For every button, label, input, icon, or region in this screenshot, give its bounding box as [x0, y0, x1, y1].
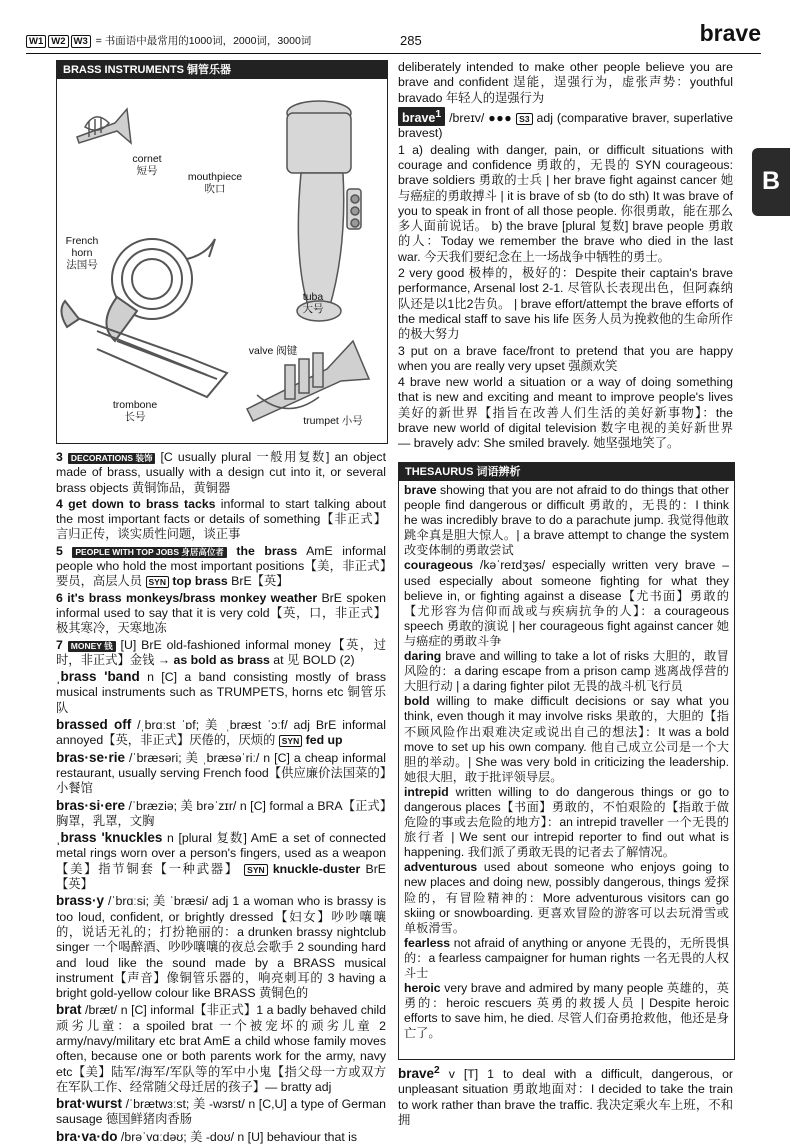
label-mouthpiece-en: mouthpiece [187, 171, 243, 183]
label-valve-cn: 阀键 [276, 345, 298, 357]
thesaurus-text: showing that you are not afraid to do things that other people find dangerous or difficult 勇敢的，无畏的：I think he was incredibly brave to do a parachute jump. 我觉得他敢跳伞真是胆大惊人。| a brave attempt to change the system 改变体制的勇敢尝试 [404, 483, 729, 558]
entry-text: /ˈbræziə; 美 brəˈzɪr/ n [C] formal a BRA【正式】胸罩，乳罩，文胸 [56, 798, 386, 828]
thesaurus-word: daring [404, 649, 442, 664]
label-trumpet-cn: 小号 [341, 415, 363, 427]
brave-sense-1: 1 a) dealing with danger, pain, or difficult situations with courage and confidence 勇敢的，无畏的 SYN courageous: brave soldiers 勇敢的士兵 | her brave fight against cancer 她与癌症的勇敢搏斗 | it is brave of sb (to do sth) It was brave of you to speak in front of all those people. 你很勇敢，能在那么多人面前说话。 b) the brave [plural 复数] brave people 勇敢的人：Today we remember the brave who died in the last war. 今天我们要纪念在上一场战争中牺牲的勇士。 [398, 142, 733, 264]
thesaurus-word: adventurous [404, 860, 478, 875]
part-of-speech: adj (comparative braver, superlative bravest) [398, 111, 733, 141]
label-french-horn-cn: 法国号 [66, 259, 98, 271]
thesaurus-word: brave [404, 483, 437, 497]
thesaurus-title: THESAURUS 词语辨析 [399, 463, 734, 481]
thesaurus-text: very brave and admired by many people 英雄的，英勇的：heroic rescuers 英勇的救援人员 | Despite heroic efforts to save him, he died. 尽管人们奋勇抢救他，他还是身亡了。 [404, 981, 729, 1041]
brave-sense-2: 2 very good 极棒的，极好的：Despite their captain's brave performance, Arsenal lost 2-1. 尽管队长表现出色，但阿森纳队还是以1比2告负。 | brave effort/attempt the brave efforts of the medical staff to save his life 医务人员为挽救他的生命所作的极大努力 [398, 266, 733, 342]
homograph-number: 1 [435, 108, 442, 120]
label-trombone [103, 399, 167, 423]
entry-brasserie [56, 750, 386, 797]
label-trombone-cn: 长号 [124, 411, 146, 423]
w1-box: W1 [26, 35, 46, 48]
phrase: get down to brass tacks [68, 496, 216, 511]
entry-text: /bræt/ n [C] informal【非正式】1 a badly behaved child 顽劣儿童：a spoiled brat 一个被宠坏的顽劣儿童 2 army/navy/military etc brat AmE a child whose family moves often, because one or both parents work for the army, navy etc【美】陆军/海军/军队等的军中小鬼【指父母一方或双方在军队工作、经常随父母迁居的孩子】— bratty adj [56, 1003, 386, 1094]
syn-badge: SYN [279, 735, 302, 747]
sense-number: 4 [56, 496, 63, 511]
letter-thumb-tab: B [752, 148, 790, 216]
headword: ˌbrass 'band [56, 669, 140, 685]
thesaurus-fearless [404, 936, 729, 981]
thesaurus-bold [404, 694, 729, 785]
sense-brass-5 [56, 544, 386, 590]
phrase: the brass [226, 543, 298, 558]
thesaurus-text: not afraid of anything or anyone 无畏的，无所畏惧的：a fearless campaigner for human rights 一名无畏的人权斗士 [404, 935, 729, 980]
thesaurus-word: bold [404, 694, 430, 709]
left-column [56, 450, 386, 1146]
label-cornet-en: cornet [132, 153, 162, 165]
thesaurus-word: courageous [404, 558, 474, 573]
entry-bravado [56, 1129, 386, 1145]
headword: bra·va·do [56, 1128, 118, 1144]
thesaurus-body [399, 481, 734, 1041]
trombone-icon [61, 301, 227, 397]
synonym: fed up [302, 733, 343, 748]
entry-brass-band [56, 669, 386, 716]
instruments-drawing [57, 79, 387, 441]
frequency-key-text: = 书面语中最常用的1000词，2000词，3000词 [95, 35, 312, 47]
label-mouthpiece [175, 171, 255, 195]
thesaurus-text: /kəˈreɪdʒəs/ especially written very brave – used especially about someone fighting for what they believe in, or fighting against a disease【尤书面】勇敢的【尤形容为信仰而战或与疾病抗争的人】：a courageous speech 勇敢的演说 | her courageous fight against cancer 她与癌症的勇敢斗争 [404, 558, 729, 648]
label-french-horn [59, 235, 105, 271]
thesaurus-daring [404, 649, 729, 694]
label-cornet-cn: 短号 [136, 165, 158, 177]
entry-text: /ˈbrætwɜːst; 美 -wɜrst/ n [C,U] a type of German sausage 德国鲜猪肉香肠 [56, 1097, 386, 1127]
thesaurus-courageous [404, 558, 729, 649]
entry-text-tail: BrE【英】 [56, 861, 387, 892]
sense-label: DECORATIONS 装饰 [68, 453, 156, 464]
frequency-key [26, 34, 311, 49]
thesaurus-word: intrepid [404, 784, 449, 799]
sense-text: informal to start talking about the most important facts or details of something【非正式】言归正传，谈实质性问题，谈正事 [56, 496, 386, 542]
sense-label: MONEY 钱 [68, 641, 116, 652]
label-tuba-en: tuba [302, 291, 324, 303]
french-horn-icon [106, 239, 215, 341]
phrase: it's brass monkeys/brass monkey weather [67, 590, 318, 605]
right-column [398, 60, 733, 453]
label-valve-en: valve [248, 345, 274, 357]
label-valve [239, 345, 307, 357]
w2-box: W2 [48, 35, 68, 48]
page-header [26, 20, 761, 52]
thesaurus-intrepid [404, 785, 729, 860]
spoken-frequency-badge: S3 [516, 113, 532, 125]
w3-box: W3 [71, 35, 91, 48]
entry-brassed-off [56, 717, 386, 749]
label-trumpet-en: trumpet [303, 415, 339, 427]
entry-text: /ˌbrɑːst ˈɒf; 美 ˌbræst ˈɔːf/ adj BrE informal annoyed【英，非正式】厌倦的，厌烦的 [56, 718, 386, 748]
entry-text: n [C] a band consisting mostly of brass musical instruments such as TRUMPETS, horns etc 铜管乐队 [56, 670, 386, 715]
label-french-horn-en: French horn [65, 235, 99, 259]
thesaurus-text: written willing to do dangerous things or go to dangerous places【书面】勇敢的，不怕艰险的【指敢于做危险的事或去危险的地方】：an intrepid traveller 一个无畏的旅行者 | We sent our intrepid reporter to find out what is happening. 我们派了勇敢无畏的记者去了解情况。 [404, 784, 729, 860]
brave-sense-4: 4 brave new world a situation or a way of doing something that is new and exciting and meant to improve people's lives 美好的新世界【指旨在改善人们生活的美好新事物】：the brave new world of digital television 数字电视的美好新世界 — bravely adv: She smiled bravely. 她坚强地笑了。 [398, 375, 733, 451]
sense-brass-4 [56, 497, 386, 543]
thesaurus-heroic [404, 981, 729, 1041]
entry-text: n [plural 复数] AmE a set of connected metal rings worn over a person's fingers, used as a weapon【美】指节铜套【一种武器】 [56, 831, 387, 876]
bravado-continuation: deliberately intended to make other people believe you are brave and confident 逞能，逞强行为，虚张声势：youthful bravado 年轻人的逞强行为 [398, 60, 733, 105]
sense-text: [C usually plural 一般用复数] an object made of brass, usually with a design cut into it, or several brass objects 黄铜饰品，黄铜器 [56, 450, 386, 495]
brave-sense-3: 3 put on a brave face/front to pretend that you are happy when you are really very upset 强颜欢笑 [398, 343, 733, 373]
sense-label: PEOPLE WITH TOP JOBS 身居高位者 [72, 547, 226, 558]
headword: brassed off [56, 717, 132, 733]
thesaurus-adventurous [404, 860, 729, 935]
entry-brassiere [56, 798, 386, 830]
pronunciation: /breɪv/ ●●● [445, 111, 517, 126]
headword: brave [402, 111, 436, 126]
brass-instruments-illustration [56, 60, 388, 444]
entry-brass-knuckles [56, 830, 386, 892]
header-rule [26, 53, 761, 54]
sense-brass-3 [56, 450, 386, 496]
sense-text-tail: BrE【英】 [227, 574, 289, 589]
label-tuba-cn: 大号 [302, 303, 324, 315]
entry-brave-verb [398, 1063, 733, 1128]
thesaurus-text: used about someone who enjoys going to new places and doing new, possibly dangerous, things 爱探险的，有冒险精神的：More adventurous visitors can go skiing or snowboarding. 更喜欢冒险的游客可以去玩滑雪或单板滑雪。 [404, 860, 729, 935]
cornet-icon [77, 109, 131, 143]
thesaurus-text: willing to make difficult decisions or say what you think, even though it may involve risks 果敢的，大胆的【指不顾风险作出艰难决定或说出自己的想法】：It was a bold move to set up his own company. 他自己成立公司是一个大胆的举动。| She was very bold in criticizing the leadership. 她很大胆，敢于批评领导层。 [404, 694, 729, 784]
entry-text: /ˈbræsəri; 美 ˌbræsəˈriː/ n [C] a cheap informal restaurant, usually serving French food【供应廉价法国菜的】小餐馆 [56, 750, 386, 796]
headword-brave-1 [398, 107, 445, 126]
label-trumpet [285, 415, 381, 427]
entry-text: /brəˈvɑːdəʊ; 美 -doʊ/ n [U] behaviour that is [117, 1129, 358, 1144]
sense-number: 3 [56, 450, 63, 464]
page-number: 285 [400, 33, 422, 48]
sense-text: [U] BrE old-fashioned informal money【英，过时，非正式】金钱 → [56, 637, 386, 667]
sense-text-tail: at 见 BOLD (2) [269, 652, 355, 667]
guide-word: brave [699, 20, 761, 46]
tuba-icon [287, 101, 361, 321]
thesaurus-word: fearless [404, 935, 451, 950]
synonym: knuckle-duster [267, 861, 361, 876]
entry-text: v [T] 1 to deal with a difficult, dangerous, or unpleasant situation 勇敢地面对：I decided to take the train to work rather than brave the traffic. 我决定乘火车上班，不和拥 [398, 1067, 733, 1127]
sense-text: AmE informal people who hold the most important positions【美，非正式】要员，高层人员 [56, 543, 386, 589]
entry-bratwurst [56, 1096, 386, 1128]
sense-brass-6 [56, 591, 386, 637]
right-column-bottom [398, 1063, 733, 1129]
syn-badge: SYN [146, 576, 169, 588]
label-mouthpiece-cn: 吹口 [204, 183, 226, 195]
headword: bras·se·rie [56, 749, 126, 765]
syn-badge: SYN [244, 864, 267, 876]
sense-number: 6 [56, 590, 63, 605]
headword: brass·y [56, 893, 105, 909]
thesaurus-text: brave and willing to take a lot of risks 大胆的，敢冒风险的：a daring escape from a prison camp 逃离战俘营的大胆行动 | a daring fighter pilot 无畏的战斗机飞行员 [404, 649, 729, 694]
entry-brat [56, 1002, 386, 1095]
headword: brat [56, 1002, 82, 1018]
thesaurus-brave [404, 483, 729, 558]
entry-brassy [56, 893, 386, 1001]
sense-number: 7 [56, 637, 63, 652]
headword: brave [398, 1066, 435, 1082]
illustration-title: BRASS INSTRUMENTS 铜管乐器 [57, 61, 387, 79]
headword: bras·si·ere [56, 797, 126, 813]
entry-text: /ˈbrɑːsi; 美 ˈbræsi/ adj 1 a woman who is brassy is too loud, confident, or brightly dressed【妇女】吵吵嚷嚷的，说话无礼的；打扮艳丽的：a drunken brassy nightclub singer 一个喝醉酒、吵吵嚷嚷的夜总会歌手 2 sounding hard and loud like the sound made by a BRASS musical instrument【声音】像铜管乐器的，响亮刺耳的 3 having a bright gold-yellow colour like BRASS 黄铜色的 [56, 894, 386, 1001]
thesaurus-word: heroic [404, 981, 441, 996]
label-trombone-en: trombone [112, 399, 158, 411]
entry-brave-adj-head [398, 107, 733, 142]
sense-number: 5 [56, 543, 63, 558]
homograph-number: 2 [434, 1065, 440, 1076]
headword: ˌbrass 'knuckles [56, 830, 163, 846]
headword: brat·wurst [56, 1096, 123, 1112]
label-cornet [117, 153, 177, 177]
label-tuba [293, 291, 333, 315]
sense-text: BrE spoken informal used to say that it is very cold【英，口，非正式】极其寒冷，天寒地冻 [56, 590, 386, 636]
thesaurus-box [398, 462, 735, 1060]
synonym: top brass [168, 574, 228, 589]
sense-brass-7 [56, 638, 386, 669]
cross-ref-phrase: as bold as brass [173, 652, 270, 667]
